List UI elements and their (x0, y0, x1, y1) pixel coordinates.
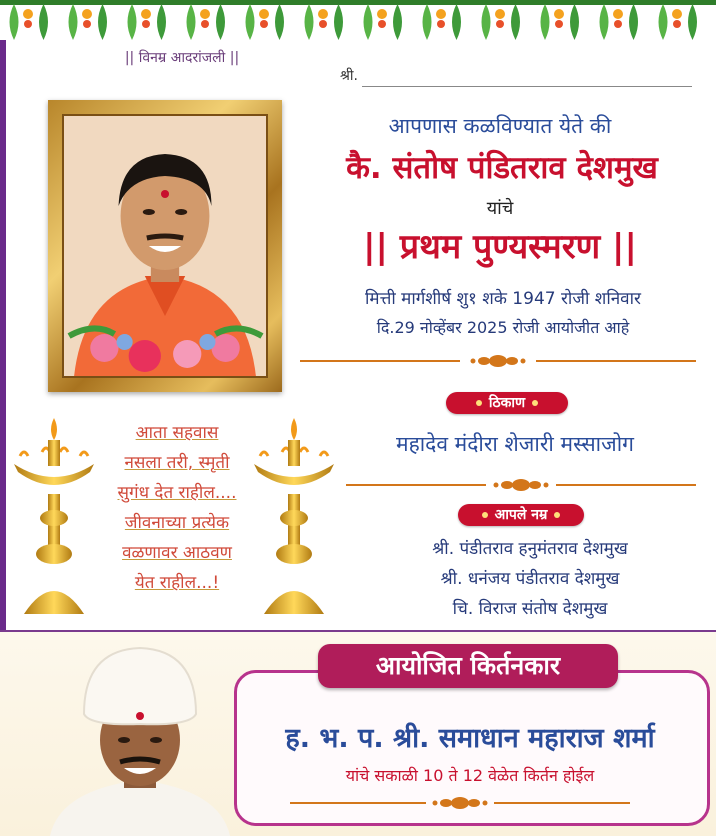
poem-line: जीवनाच्या प्रत्येक (124, 513, 230, 533)
ornament-icon (430, 796, 490, 810)
brass-lamp-icon (10, 418, 98, 614)
divider-ornament (300, 354, 696, 368)
hosts-badge (458, 504, 584, 526)
divider-ornament (346, 478, 696, 492)
kirtankar-portrait (40, 640, 240, 836)
kirtan-time: यांचे सकाळी 10 ते 12 वेळेत किर्तन होईल (345, 766, 595, 785)
poem-line: आता सहवास (135, 423, 219, 443)
kirtankar-name: ह. भ. प. श्री. समाधान महाराज शर्मा (285, 723, 655, 754)
photo-frame (48, 100, 282, 392)
venue-badge (446, 392, 568, 414)
recipient-blank-line (362, 86, 692, 87)
kirtan-title: आयोजित किर्तनकार (318, 644, 618, 688)
portrait (62, 114, 268, 378)
divider-ornament (290, 796, 630, 810)
date-line-2: दि.29 नोव्हेंबर 2025 रोजी आयोजीत आहे (376, 318, 630, 337)
poem-line: सुगंध देत राहील.... (117, 483, 237, 503)
host-name: चि. विराज संतोष देशमुख (452, 599, 608, 619)
host-name: श्री. धनंजय पंडीतराव देशमुख (440, 569, 620, 589)
host-name: श्री. पंडीतराव हनुमंतराव देशमुख (432, 539, 628, 559)
poem (92, 418, 262, 598)
venue-badge-label: ठिकाण (488, 395, 526, 411)
venue-text: महादेव मंदीरा शेजारी मस्साजोग (396, 432, 634, 456)
ornament-icon (468, 354, 528, 368)
portrait-illustration (64, 116, 266, 376)
yanche-line: यांचे (486, 198, 514, 219)
occasion-title: || प्रथम पुण्यस्मरण || (363, 227, 637, 267)
toran-garland-icon (0, 0, 716, 44)
hosts-list (360, 534, 700, 624)
poem-line: वळणावर आठवण (122, 543, 232, 563)
deceased-name: कै. संतोष पंडितराव देशमुख (346, 150, 658, 186)
intro-line: आपणास कळविण्यात येते की (388, 114, 612, 138)
poem-line: नसला तरी, स्मृती (124, 453, 230, 473)
ornament-icon (491, 478, 551, 492)
tagline: || विनम्र आदरांजली || (124, 50, 240, 66)
brass-lamp-icon (250, 418, 338, 614)
hosts-badge-label: आपले नम्र (494, 507, 548, 523)
date-line-1: मित्ती मार्गशीर्ष शु१ शके 1947 रोजी शनिवार (365, 289, 641, 309)
left-border (0, 40, 6, 630)
recipient-label: श्री. (340, 68, 358, 84)
poem-line: येत राहील...! (134, 573, 220, 593)
